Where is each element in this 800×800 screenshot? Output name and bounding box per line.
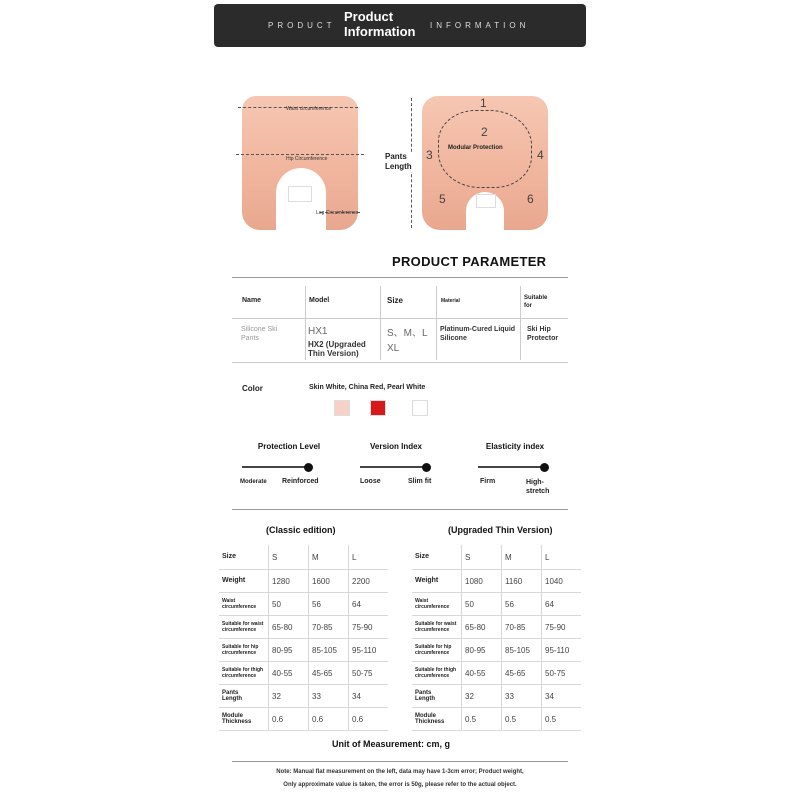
table-head-cell: M (309, 545, 349, 570)
swatch-china-red[interactable] (370, 400, 386, 416)
cell: 0.5 (542, 708, 582, 731)
note-rule (232, 761, 568, 762)
cell: 95-110 (542, 639, 582, 662)
cell: 34 (542, 685, 582, 708)
index-bottom-rule (232, 509, 568, 510)
protection-level-right: Reinforced (282, 478, 319, 485)
table-head-row (412, 545, 581, 570)
cell: 0.5 (502, 708, 542, 731)
version-index-left: Loose (360, 478, 381, 485)
protection-level-track (242, 466, 308, 468)
row-label: Suitable for thigh circumference (219, 662, 269, 685)
param-divider-2 (380, 286, 381, 360)
classic-table-title: (Classic edition) (266, 525, 336, 535)
param-top-rule (232, 277, 568, 278)
product-parameter-title: PRODUCT PARAMETER (392, 254, 547, 269)
cell: 80-95 (269, 639, 309, 662)
protection-level-knob (304, 463, 313, 472)
table-head-cell: Size (219, 545, 269, 570)
shorts-tab (288, 186, 312, 202)
pants-length-label: Pants Length (385, 152, 412, 171)
param-value-material: Platinum-Cured Liquid Silicone (440, 326, 516, 342)
param-header-material: Material (441, 298, 460, 304)
param-value-name: Silicone Ski Pants (241, 326, 278, 342)
cell: 33 (502, 685, 542, 708)
modular-label: Modular Protection (448, 145, 503, 151)
cell: 32 (462, 685, 502, 708)
hip-label: Hip Circumference (286, 156, 328, 162)
row-label: Module Thickness (219, 708, 269, 731)
version-index-track (360, 466, 426, 468)
cell: 75-90 (349, 616, 389, 639)
classic-size-table (219, 545, 388, 731)
elasticity-index-title: Elasticity index (485, 442, 545, 451)
table-row (219, 570, 388, 593)
row-label: Suitable for waist circumference (412, 616, 462, 639)
cell: 70-85 (502, 616, 542, 639)
cell: 34 (349, 685, 389, 708)
unit-of-measurement: Unit of Measurement: cm, g (332, 739, 451, 749)
cell: 1080 (462, 570, 502, 593)
leg-label: Leg Circumference (316, 210, 359, 216)
zone-6: 6 (527, 192, 534, 206)
color-options: Skin White, China Red, Pearl White (309, 384, 426, 391)
row-label: Waist circumference (412, 593, 462, 616)
zone-3: 3 (426, 148, 433, 162)
param-header-size: Size (387, 296, 404, 305)
row-label: Waist circumference (219, 593, 269, 616)
cell: 0.6 (349, 708, 389, 731)
elasticity-index-left: Firm (480, 478, 496, 485)
cell: 45-65 (309, 662, 349, 685)
table-row (412, 708, 581, 731)
protection-level-title: Protection Level (257, 442, 321, 451)
param-divider-3 (436, 286, 437, 360)
table-row (219, 616, 388, 639)
table-head-row (219, 545, 388, 570)
table-row (412, 639, 581, 662)
hip-line (236, 154, 364, 155)
version-index-title: Version Index (369, 442, 423, 451)
cell: 0.6 (309, 708, 349, 731)
cell: 1280 (269, 570, 309, 593)
cell: 80-95 (462, 639, 502, 662)
table-row (219, 708, 388, 731)
table-row (412, 616, 581, 639)
cell: 1600 (309, 570, 349, 593)
cell: 1040 (542, 570, 582, 593)
cell: 33 (309, 685, 349, 708)
param-divider-4 (520, 286, 521, 360)
zone-5: 5 (439, 192, 446, 206)
row-label: Pants Length (219, 685, 269, 708)
swatch-pearl-white[interactable] (412, 400, 428, 416)
cell: 95-110 (349, 639, 389, 662)
param-value-suitable: Ski Hip Protector (527, 326, 559, 342)
header-title-line1: Product (344, 9, 394, 24)
cell: 75-90 (542, 616, 582, 639)
cell: 45-65 (502, 662, 542, 685)
param-value-model-1: HX1 (308, 326, 328, 337)
thin-size-table (412, 545, 581, 731)
swatch-skin-white[interactable] (334, 400, 350, 416)
table-head-cell: Size (412, 545, 462, 570)
waist-label: Waist circumference (286, 106, 332, 112)
table-row (412, 570, 581, 593)
table-row (412, 662, 581, 685)
cell: 65-80 (269, 616, 309, 639)
cell: 0.5 (462, 708, 502, 731)
table-row (219, 662, 388, 685)
thin-table-title: (Upgraded Thin Version) (448, 525, 553, 535)
row-label: Weight (412, 570, 462, 593)
cell: 56 (502, 593, 542, 616)
cell: 85-105 (309, 639, 349, 662)
header-title (344, 9, 434, 39)
cell: 40-55 (462, 662, 502, 685)
cell: 0.6 (269, 708, 309, 731)
cell: 70-85 (309, 616, 349, 639)
elasticity-index-right: High- stretch (526, 479, 550, 495)
measurement-note: Note: Manual flat measurement on the left, data may have 1-3cm error; Product weight, Only approximate value is taken, the error is 50g, please refer to the actual object. (276, 769, 524, 788)
cell: 50 (462, 593, 502, 616)
elasticity-index-track (478, 466, 544, 468)
cell: 50-75 (542, 662, 582, 685)
cell: 85-105 (502, 639, 542, 662)
row-label: Suitable for hip circumference (219, 639, 269, 662)
table-row (219, 593, 388, 616)
cell: 32 (269, 685, 309, 708)
cell: 65-80 (462, 616, 502, 639)
table-row (412, 593, 581, 616)
table-row (412, 685, 581, 708)
cell: 64 (349, 593, 389, 616)
table-head-cell: M (502, 545, 542, 570)
table-head-cell: L (542, 545, 582, 570)
shorts-back-tab (476, 194, 496, 208)
elasticity-index-knob (540, 463, 549, 472)
cell: 40-55 (269, 662, 309, 685)
row-label: Suitable for hip circumference (412, 639, 462, 662)
row-label: Pants Length (412, 685, 462, 708)
zone-1: 1 (480, 96, 487, 110)
zone-2: 2 (481, 125, 488, 139)
header-title-line2: Information (344, 24, 416, 39)
row-label: Suitable for waist circumference (219, 616, 269, 639)
cell: 2200 (349, 570, 389, 593)
table-row (219, 685, 388, 708)
row-label: Suitable for thigh circumference (412, 662, 462, 685)
param-header-suitable: Suitable for (524, 295, 548, 309)
param-bottom-rule (232, 362, 568, 363)
cell: 1160 (502, 570, 542, 593)
protection-level-left: Moderate (240, 479, 267, 485)
table-head-cell: S (462, 545, 502, 570)
param-mid-rule (232, 318, 568, 319)
cell: 64 (542, 593, 582, 616)
color-label: Color (242, 384, 263, 393)
param-header-name: Name (242, 297, 262, 304)
param-value-model-2: HX2 (Upgraded Thin Version) (308, 340, 366, 358)
table-head-cell: S (269, 545, 309, 570)
header-right-text: INFORMATION (430, 21, 530, 30)
version-index-right: Slim fit (408, 478, 432, 485)
cell: 56 (309, 593, 349, 616)
cell: 50-75 (349, 662, 389, 685)
param-value-size: S、M、L XL (387, 328, 428, 354)
shorts-measure-image (236, 96, 364, 230)
row-label: Weight (219, 570, 269, 593)
zone-4: 4 (537, 148, 544, 162)
param-header-model: Model (309, 297, 330, 304)
header-left-text: PRODUCT (268, 21, 336, 30)
index-panel (232, 438, 568, 498)
cell: 50 (269, 593, 309, 616)
version-index-knob (422, 463, 431, 472)
table-row (219, 639, 388, 662)
shorts-zones-image (422, 96, 548, 230)
param-divider-1 (305, 286, 306, 360)
row-label: Module Thickness (412, 708, 462, 731)
table-head-cell: L (349, 545, 389, 570)
